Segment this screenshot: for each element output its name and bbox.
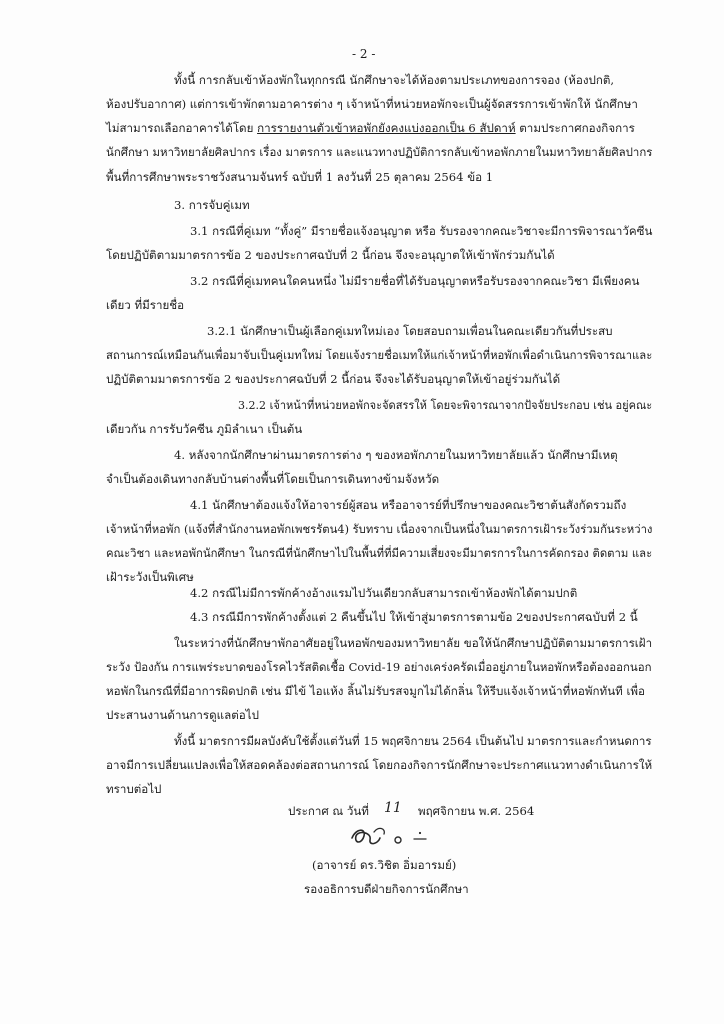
announce-month-year: พฤศจิกายน พ.ศ. 2564 [418, 804, 535, 818]
paragraph-line: ทั้งนี้ มาตรการมีผลบังคับใช้ตั้งแต่วันที่ 15 พฤศจิกายน 2564 เป็นต้นไป มาตรการและกำหนดการ [174, 734, 652, 748]
paragraph-line: เดียวกัน การรับวัคซีน ภูมิลำเนา เป็นต้น [106, 422, 303, 436]
announce-date-label: ประกาศ ณ วันที่ [288, 804, 369, 818]
paragraph-line: หอพักในกรณีที่มีอาการผิดปกติ เช่น มีไข้ ไอแห้ง ลิ้นไม่รับรสจมูกไม่ได้กลิ่น ให้รีบแจ้งเจ้าหน้าที่หอพักทันที เพื่อ [106, 684, 646, 698]
paragraph-line: เฝ้าระวังเป็นพิเศษ [106, 570, 194, 584]
paragraph-line: ปฏิบัติตามมาตรการข้อ 2 ของประกาศฉบับที่ 2 นี้ก่อน จึงจะได้รับอนุญาตให้เข้าอยู่ร่วมกันได้ [106, 372, 561, 386]
paragraph-line: ประสานงานด้านการดูแลต่อไป [106, 708, 259, 722]
paragraph-line: อาจมีการเปลี่ยนแปลงเพื่อให้สอดคล้องต่อสถานการณ์ โดยกองกิจการนักศึกษาจะประกาศแนวทางดำเนินการให้ [106, 758, 653, 772]
underlined-text: การรายงานตัวเข้าหอพักยังคงแบ่งออกเป็น 6 สัปดาห์ [257, 121, 516, 135]
paragraph-line: 3.2.2 เจ้าหน้าที่หน่วยหอพักจะจัดสรรให้ โดยจะพิจารณาจากปัจจัยประกอบ เช่น อยู่คณะ [238, 398, 653, 412]
paragraph-line: ห้องปรับอากาศ) แต่การเข้าพักตามอาคารต่าง ๆ เจ้าหน้าที่หน่วยหอพักจะเป็นผู้จัดสรรการเข้าพักให้ นักศึกษา [106, 97, 638, 111]
paragraph-line: ทั้งนี้ การกลับเข้าห้องพักในทุกกรณี นักศึกษาจะได้ห้องตามประเภทของการจอง (ห้องปกติ, [174, 73, 615, 87]
paragraph-line: 4. หลังจากนักศึกษาผ่านมาตรการต่าง ๆ ของหอพักภายในมหาวิทยาลัยแล้ว นักศึกษามีเหตุ [174, 448, 618, 462]
announce-day: 11 [384, 800, 402, 816]
paragraph-line: เจ้าหน้าที่หอพัก (แจ้งที่สำนักงานหอพักเพชรรัตน4) รับทราบ เนื่องจากเป็นหนึ่งในมาตรการเฝ้าระวังร่วมกันระหว่าง [106, 522, 653, 536]
paragraph-line: พื้นที่การศึกษาพระราชวังสนามจันทร์ ฉบับที่ 1 ลงวันที่ 25 ตุลาคม 2564 ข้อ 1 [106, 170, 494, 184]
paragraph-line: 4.2 กรณีไม่มีการพักค้างอ้างแรมไปวันเดียวกลับสามารถเข้าห้องพักได้ตามปกติ [190, 586, 578, 600]
paragraph-line: ระวัง ป้องกัน การแพร่ระบาดของโรคไวรัสติดเชื้อ Covid-19 อย่างเคร่งครัดเมื่ออยู่ภายในหอพักหรือต้องออกนอก [106, 660, 652, 674]
paragraph-line: คณะวิชา และหอพักนักศึกษา ในกรณีที่นักศึกษาไปในพื้นที่ที่มีความเสี่ยงจะมีมาตรการในการคัดกรอง ติดตาม และ [106, 546, 653, 560]
text-span: ตามประกาศกองกิจการ [515, 121, 635, 135]
paragraph-line: 3.1 กรณีที่คู่เมท “ทั้งคู่” มีรายชื่อแจ้งอนุญาต หรือ รับรองจากคณะวิชาจะมีการพิจารณาวัคซีน [190, 224, 653, 238]
signer-title: รองอธิการบดีฝ่ายกิจการนักศึกษา [304, 882, 469, 896]
paragraph-line: ทราบต่อไป [106, 782, 162, 796]
paragraph-line: สถานการณ์เหมือนกันเพื่อมาจับเป็นคู่เมทใหม่ โดยแจ้งรายชื่อเมทให้แก่เจ้าหน้าที่หอพักเพื่อดำเนินการพิจารณาและ [106, 348, 653, 362]
paragraph-line: จำเป็นต้องเดินทางกลับบ้านต่างพื้นที่โดยเป็นการเดินทางข้ามจังหวัด [106, 472, 440, 486]
paragraph-line: 4.1 นักศึกษาต้องแจ้งให้อาจารย์ผู้สอน หรืออาจารย์ที่ปรึกษาของคณะวิชาต้นสังกัดรวมถึง [190, 498, 627, 512]
paragraph-line: เดียว ที่มีรายชื่อ [106, 298, 185, 312]
paragraph-line [106, 121, 635, 136]
paragraph-line: 3.2.1 นักศึกษาเป็นผู้เลือกคู่เมทใหม่เอง โดยสอบถามเพื่อนในคณะเดียวกันที่ประสบ [207, 324, 613, 338]
page-number: - 2 - [352, 47, 376, 61]
paragraph-line: โดยปฏิบัติตามมาตรการข้อ 2 ของประกาศฉบับที่ 2 นี้ก่อน จึงจะอนุญาตให้เข้าพักร่วมกันได้ [106, 248, 555, 262]
signature-icon [344, 822, 464, 852]
paragraph-line: นักศึกษา มหาวิทยาลัยศิลปากร เรื่อง มาตรการ และแนวทางปฏิบัติการกลับเข้าหอพักภายในมหาวิทยาลัยศิลปากร [106, 145, 653, 159]
paragraph-line: 3.2 กรณีที่คู่เมทคนใดคนหนึ่ง ไม่มีรายชื่อที่ได้รับอนุญาตหรือรับรองจากคณะวิชา มีเพียงคน [190, 274, 640, 288]
section-heading: 3. การจับคู่เมท [174, 198, 250, 212]
paragraph-line: ในระหว่างที่นักศึกษาพักอาศัยอยู่ในหอพักของมหาวิทยาลัย ขอให้นักศึกษาปฏิบัติตามมาตรการเฝ้า [174, 636, 653, 650]
signer-name: (อาจารย์ ดร.วิชิต อิ่มอารมย์) [312, 858, 457, 872]
text-span: ไม่สามารถเลือกอาคารได้โดย [106, 121, 258, 135]
paragraph-line: 4.3 กรณีมีการพักค้างตั้งแต่ 2 คืนขึ้นไป ให้เข้าสู่มาตรการตามข้อ 2ของประกาศฉบับที่ 2 นี้ [190, 610, 638, 624]
